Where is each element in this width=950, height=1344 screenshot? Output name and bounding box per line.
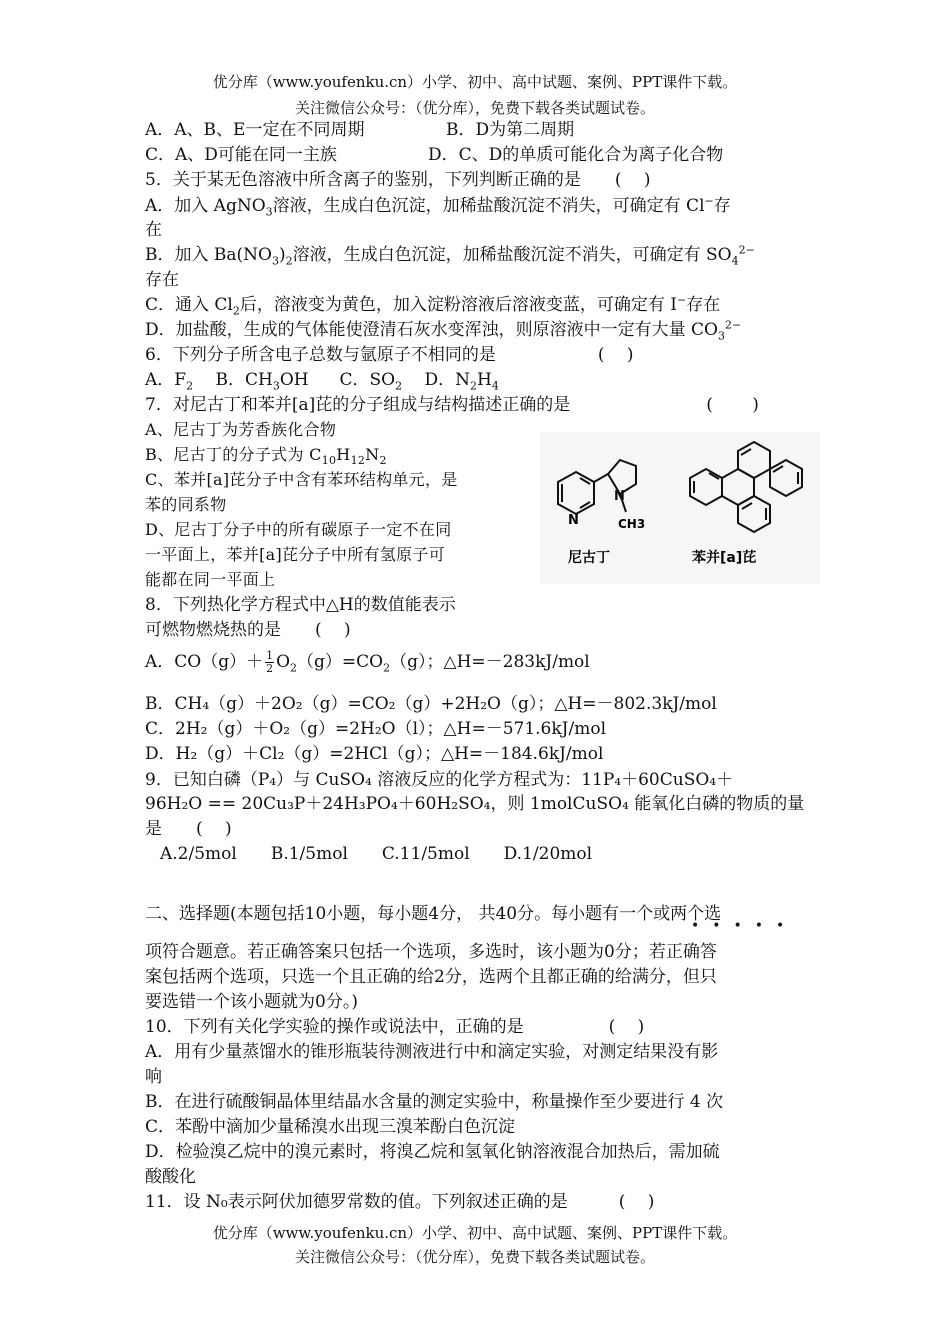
q9-options: A.2/5mol B.1/5mol C.11/5mol D.1/20mol [160,844,593,864]
q10-option-c: C．苯酚中滴加少量稀溴水出现三溴苯酚白色沉淀 [145,1117,516,1137]
q5-option-a: A．加入 AgNO$_3$溶液，生成白色沉淀，加稀盐酸沉淀不消失，可确定有 Cl−存 [145,194,731,219]
q5-stem: 5．关于某无色溶液中所含离子的鉴别，下列判断正确的是 ( ) [145,170,651,190]
footer-line-2: 关注微信公众号：（优分库），免费下载各类试题试卷。 [294,1248,655,1266]
q4-option-c: C．A、D可能在同一主族 [145,145,337,165]
q7-option-c-line2: 苯的同系物 [145,495,227,514]
q9-line3: 是 ( ) [145,819,232,839]
q8-stem-line1: 8．下列热化学方程式中△H的数值能表示 [145,595,456,615]
q5-option-d: D．加盐酸，生成的气体能使澄清石灰水变浑浊，则原溶液中一定有大量 $CO_3^{2-}$ [145,318,742,343]
atom-ch3: CH3 [618,517,646,531]
q11-stem: 11．设 N₀表示阿伏加德罗常数的值。下列叙述正确的是 ( ) [145,1192,655,1212]
q8-stem-line2: 可燃物燃烧热的是 ( ) [145,620,351,640]
q8-option-d: D．H₂（g）＋Cl₂（g）=2HCl（g）；△H=－184.6kJ/mol [145,744,604,764]
q8-option-c: C．2H₂（g）＋O₂（g）=2H₂O（l）；△H=－571.6kJ/mol [145,719,607,739]
q6-options: A．$F_2$ B．$CH_3OH$ C．$SO_2$ D．$N_2H_4$ [145,370,499,393]
q5-option-a-wrap: 在 [145,220,162,240]
atom-n-pyridine: N [568,513,579,528]
q6-stem: 6．下列分子所含电子总数与氩原子不相同的是 ( ) [145,345,634,365]
q10-option-a-line1: A．用有少量蒸馏水的锥形瓶装待测液进行中和滴定实验，对测定结果没有影 [145,1042,719,1062]
q7-option-d-line2: 一平面上，苯并[a]芘分子中所有氢原子可 [145,545,446,564]
atom-n-pyrrolidine: N [614,489,625,504]
section2-line1: 二、选择题(本题包括10小题，每小题4分， 共40分。每小题有一个或两个选 [145,904,722,924]
q5-option-c: C．通入 $Cl_2$后，溶液变为黄色，加入淀粉溶液后溶液变蓝，可确定有 I−存在 [145,293,721,318]
q7-option-b: B、尼古丁的分子式为 $C_{10}H_{12}N_2$ [145,445,387,468]
section2-line4: 要选错一个该小题就为0分。) [145,992,358,1012]
fraction-one-half: $\frac{1}{2}$ [266,649,274,675]
q5-option-b: B．加入 $Ba(NO_3)_2$溶液，生成白色沉淀，加稀盐酸沉淀不消失，可确定有 $SO_4^{2-}$ [145,243,755,268]
nicotine-label: 尼古丁 [568,550,610,566]
footer-line-1: 优分库（www.youfenku.cn）小学、初中、高中试题、案例、PPT课件下载。 [212,1224,738,1242]
section2-line3: 案包括两个选项，只选一个且正确的给2分，选两个且都正确的给满分，但只 [145,967,717,987]
q7-option-d-line1: D、尼古丁分子中的所有碳原子一定不在同 [145,520,452,539]
q10-stem: 10．下列有关化学实验的操作或说法中，正确的是 ( ) [145,1017,645,1037]
q8-option-b: B．CH₄（g）＋2O₂（g）=CO₂（g）+2H₂O（g）；△H=－802.3kJ/mol [145,694,717,714]
q10-option-a-line2: 响 [145,1067,162,1087]
q9-line2: 96H₂O == 20Cu₃P＋24H₃PO₄＋60H₂SO₄，则 1molCuSO₄ 能氧化白磷的物质的量 [145,794,805,814]
q4-option-a: A．A、B、E一定在不同周期 [145,120,365,140]
q8-option-a: A．CO（g）＋ $\frac{1}{2}$ $O_2(g)=CO_2(g)$；△H=－283kJ/mol [145,649,590,675]
benzopyrene-label: 苯并[a]芘 [692,550,757,566]
q10-option-d-line1: D．检验溴乙烷中的溴元素时，将溴乙烷和氢氧化钠溶液混合加热后，需加硫 [145,1142,720,1162]
q9-line1: 9．已知白磷（P₄）与 CuSO₄ 溶液反应的化学方程式为：11P₄＋60CuSO₄＋ [145,770,734,790]
q7-option-c-line1: C、苯并[a]芘分子中含有苯环结构单元，是 [145,470,458,489]
q10-option-d-line2: 酸酸化 [145,1167,196,1187]
q7-option-d-line3: 能都在同一平面上 [145,570,276,589]
section2-line2: 项符合题意。若正确答案只包括一个选项，多选时，该小题为0分；若正确答 [145,942,717,962]
q7-stem: 7．对尼古丁和苯并[a]芘的分子组成与结构描述正确的是 ( ) [145,395,759,415]
structure-figure [540,432,820,584]
q10-option-b: B．在进行硫酸铜晶体里结晶水含量的测定实验中，称量操作至少要进行 4 次 [145,1092,724,1112]
header-line-1: 优分库（www.youfenku.cn）小学、初中、高中试题、案例、PPT课件下载。 [212,73,738,91]
q5-option-b-wrap: 存在 [145,270,179,290]
q4-option-b: B．D为第二周期 [446,120,575,140]
emphasis-dots: ••••• [691,918,798,934]
q7-option-a: A、尼古丁为芳香族化合物 [145,420,337,439]
q4-option-d: D．C、D的单质可能化合为离子化合物 [428,145,724,165]
header-line-2: 关注微信公众号：（优分库），免费下载各类试题试卷。 [294,99,655,117]
